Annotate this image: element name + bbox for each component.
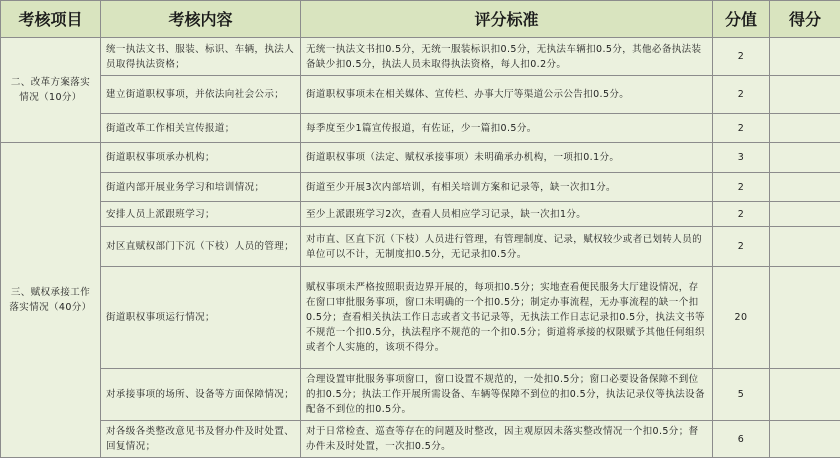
got-cell[interactable] [770,38,840,76]
content-cell: 街道改革工作相关宣传报道； [101,114,301,143]
content-cell: 对承接事项的场所、设备等方面保障情况； [101,369,301,421]
header-got: 得分 [770,1,840,38]
criteria-cell: 至少上派跟班学习2次，查看人员相应学习记录，缺一次扣1分。 [301,202,713,227]
content-cell: 街道内部开展业务学习和培训情况； [101,173,301,202]
criteria-cell: 对市直、区直下沉（下枝）人员进行管理，有管理制度、记录，赋权较少或者已划转人员的单位可以不计，无制度扣0.5分，无记录扣0.5分。 [301,227,713,267]
table-row [1,227,840,267]
content-cell: 建立街道职权事项，并依法向社会公示； [101,76,301,114]
table-row [1,38,840,76]
table-row [1,143,840,173]
category-reform: 二、改革方案落实情况（10分） [1,38,101,143]
got-cell[interactable] [770,421,840,458]
criteria-cell: 每季度至少1篇宣传报道，有佐证，少一篇扣0.5分。 [301,114,713,143]
header-criteria: 评分标准 [301,1,713,38]
got-cell[interactable] [770,173,840,202]
got-cell[interactable] [770,202,840,227]
table-row [1,202,840,227]
score-cell: 2 [713,114,770,143]
criteria-cell: 合理设置审批服务事项窗口，窗口设置不规范的，一处扣0.5分；窗口必要设备保障不到位的扣0.5分；执法工作开展所需设备、车辆等保障不到位的扣0.5分，执法记录仪等执法设备配备不到位的扣0.5分。 [301,369,713,421]
got-cell[interactable] [770,369,840,421]
table-row [1,267,840,369]
table-row [1,114,840,143]
header-row [1,1,840,38]
table-row [1,76,840,114]
content-cell: 统一执法文书、服装、标识、车辆，执法人员取得执法资格； [101,38,301,76]
criteria-cell: 赋权事项未严格按照职责边界开展的，每项扣0.5分；实地查看便民服务大厅建设情况，存在窗口审批服务事项，窗口未明确的一个扣0.5分；制定办事流程，无办事流程的缺一个扣0.5分；查看相关执法工作日志或者文书记录等，无执法工作日志记录扣0.5分，执法文书等不规范一个扣0.5分，执法程序不规范的一个扣0.5分；街道将承接的权限赋予其他任何组织或者个人实施的，该项不得分。 [301,267,713,369]
score-cell: 5 [713,369,770,421]
header-content: 考核内容 [101,1,301,38]
score-cell: 2 [713,76,770,114]
category-undertake: 三、赋权承接工作落实情况（40分） [1,143,101,458]
table-row [1,173,840,202]
content-cell: 街道职权事项运行情况； [101,267,301,369]
got-cell[interactable] [770,76,840,114]
table-row [1,421,840,458]
score-cell: 20 [713,267,770,369]
got-cell[interactable] [770,227,840,267]
criteria-cell: 街道职权事项（法定、赋权承接事项）未明确承办机构，一项扣0.1分。 [301,143,713,173]
content-cell: 街道职权事项承办机构； [101,143,301,173]
got-cell[interactable] [770,143,840,173]
criteria-cell: 无统一执法文书扣0.5分，无统一服装标识扣0.5分，无执法车辆扣0.5分，其他必备执法装备缺少扣0.5分，执法人员未取得执法资格，每人扣0.2分。 [301,38,713,76]
table-row [1,369,840,421]
score-cell: 3 [713,143,770,173]
score-cell: 2 [713,38,770,76]
header-item: 考核项目 [1,1,101,38]
score-cell: 6 [713,421,770,458]
got-cell[interactable] [770,267,840,369]
content-cell: 对各级各类整改意见书及督办件及时处置、回复情况； [101,421,301,458]
criteria-cell: 街道职权事项未在相关媒体、宣传栏、办事大厅等渠道公示公告扣0.5分。 [301,76,713,114]
criteria-cell: 对于日常检查、巡查等存在的问题及时整改，因主观原因未落实整改情况一个扣0.5分；督办件未及时处置，一次扣0.5分。 [301,421,713,458]
score-cell: 2 [713,227,770,267]
got-cell[interactable] [770,114,840,143]
content-cell: 安排人员上派跟班学习； [101,202,301,227]
score-cell: 2 [713,202,770,227]
criteria-cell: 街道至少开展3次内部培训，有相关培训方案和记录等，缺一次扣1分。 [301,173,713,202]
header-score: 分值 [713,1,770,38]
content-cell: 对区直赋权部门下沉（下枝）人员的管理； [101,227,301,267]
score-cell: 2 [713,173,770,202]
